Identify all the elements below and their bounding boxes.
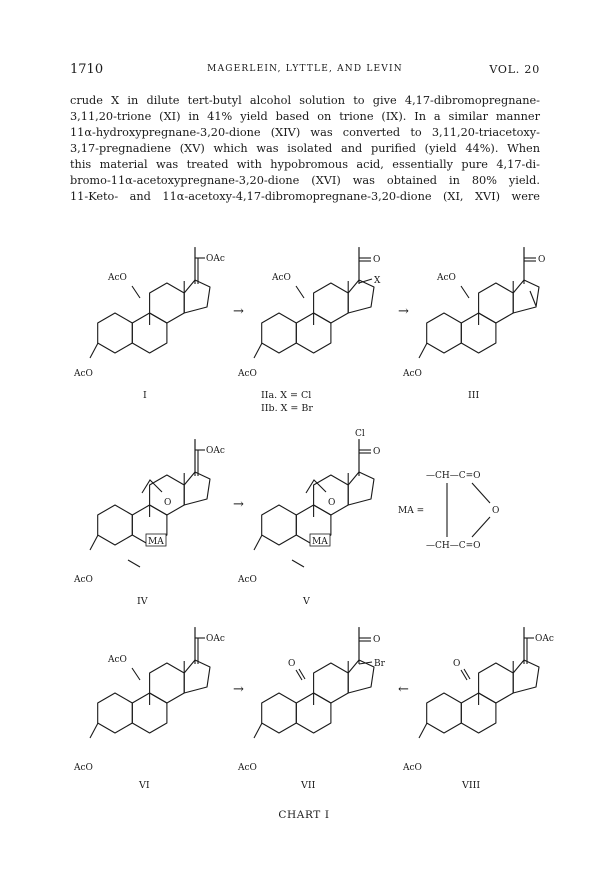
structure-VII <box>237 627 386 791</box>
substituent-br: Br <box>374 659 385 669</box>
running-title-authors: MAGERLEIN, LYTTLE, AND LEVIN <box>207 64 403 74</box>
substituent-aco: AcO <box>108 273 127 283</box>
ma-ring-oxygen: O <box>492 506 500 516</box>
ma-top-row: —CH—C=O <box>426 471 481 481</box>
structure-III <box>402 247 545 401</box>
ma-definition <box>398 471 499 551</box>
compound-label-b: IIb. X = Br <box>261 403 313 414</box>
structure-V <box>237 429 380 607</box>
ma-bottom-row: —CH—C=O <box>426 541 481 551</box>
bridge-oxygen: O <box>328 498 336 508</box>
reaction-arrow: → <box>233 682 244 697</box>
reaction-arrow: → <box>398 304 409 319</box>
structure-VI <box>73 627 225 791</box>
reaction-arrow: → <box>233 497 244 512</box>
reaction-arrow: ← <box>398 682 409 697</box>
substituent-aco: AcO <box>108 655 127 665</box>
substituent-oxo: O <box>373 635 381 645</box>
substituent-oac: OAc <box>206 254 225 264</box>
substituent-aco: AcO <box>403 369 422 379</box>
substituent-cl: Cl <box>355 429 365 439</box>
substituent-aco: AcO <box>403 763 422 773</box>
compound-label: VII <box>301 780 316 791</box>
substituent-oxo: O <box>373 447 381 457</box>
substituent-oac: OAc <box>535 634 554 644</box>
substituent-aco: AcO <box>74 575 93 585</box>
substituent-oac: OAc <box>206 634 225 644</box>
structure-I <box>73 247 225 401</box>
reaction-arrow: → <box>233 304 244 319</box>
substituent-aco: AcO <box>238 575 257 585</box>
substituent-x: X <box>374 276 381 286</box>
substituent-aco: AcO <box>74 763 93 773</box>
maleic-adduct: MA <box>312 537 328 547</box>
text-line: 11α-hydroxypregnane-3,20-dione (XIV) was converted to 3,11,20-triacetoxy- <box>70 126 540 139</box>
structure-II <box>237 247 381 414</box>
text-line: this material was treated with hypobromous acid, essentially pure 4,17-di- <box>70 158 540 171</box>
compound-label: VI <box>139 780 150 791</box>
substituent-oac: OAc <box>206 446 225 456</box>
substituent-aco: AcO <box>238 369 257 379</box>
text-line: crude X in dilute tert-butyl alcohol solution to give 4,17-dibromopregnane- <box>70 94 540 107</box>
text-line: bromo-11α-acetoxypregnane-3,20-dione (XVI) was obtained in 80% yield. <box>70 174 540 187</box>
text-line: 3,17-pregnadiene (XV) which was isolated and purified (yield 44%). When <box>70 142 540 155</box>
substituent-aco: AcO <box>437 273 456 283</box>
structure-IV <box>73 439 225 607</box>
compound-label: IV <box>137 596 148 607</box>
compound-label: VIII <box>462 780 481 791</box>
page-number: 1710 <box>70 62 104 77</box>
substituent-aco: AcO <box>74 369 93 379</box>
compound-label: I <box>143 390 147 401</box>
structure-VIII <box>402 627 554 791</box>
substituent-oxo: O <box>538 255 546 265</box>
compound-label: V <box>303 596 310 607</box>
volume-number: VOL. 20 <box>489 63 540 76</box>
compound-label: III <box>468 390 480 401</box>
compound-label: IIa. X = Cl <box>261 390 312 401</box>
ma-label: MA = <box>398 506 425 516</box>
substituent-keto: O <box>288 659 296 669</box>
maleic-adduct: MA <box>148 537 164 547</box>
bridge-oxygen: O <box>164 498 172 508</box>
text-line: 11-Keto- and 11α-acetoxy-4,17-dibromopregnane-3,20-dione (XI, XVI) were <box>70 190 540 203</box>
text-line: 3,11,20-trione (XI) in 41% yield based on trione (IX). In a similar manner <box>70 110 540 123</box>
substituent-oxo: O <box>373 255 381 265</box>
chart-caption: CHART I <box>278 809 330 821</box>
substituent-aco: AcO <box>272 273 291 283</box>
substituent-aco: AcO <box>238 763 257 773</box>
substituent-keto: O <box>453 659 461 669</box>
